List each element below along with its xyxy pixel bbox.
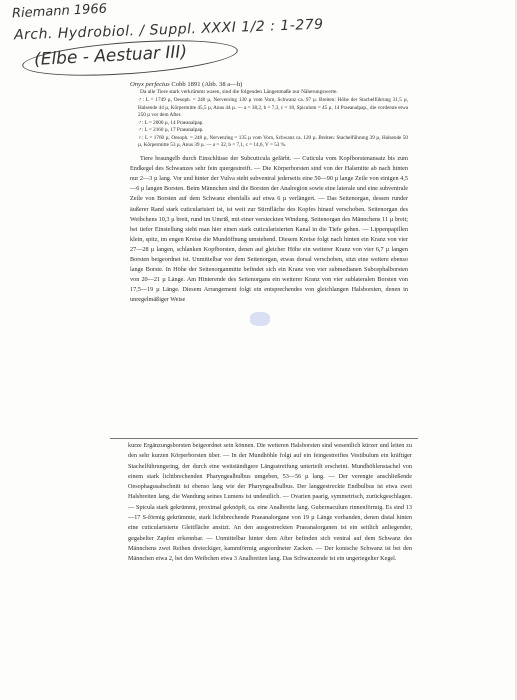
clipping-cut-line	[110, 438, 418, 439]
measurement-female: ♀: L = 1760 µ, Oesoph. = 248 µ, Nervenring = 135 µ vom Vorn, Schwanz ca. 120 µ. Breiten: Stachelführung 39 µ, Halsende 50 µ, Körpermitte 53 µ, Anus 39 µ. — a = 32, b = 7,1, c = 14,6, V = 53 %.	[138, 134, 408, 149]
handwritten-reference-series: (Elbe - Aestuar III)	[33, 42, 188, 70]
description-paragraph-lower: kurze Ergänzungsborsten beigeordnet sein können. Die weiteren Halsborsten sind wesentlich kürzer und leiten zu den sehr kurzen Körperborsten über. — In der Mundhöhle folgt auf ein feingestreiftes Vestibulum ein kräftiger Stachelführungsring, der durch eine weitständigere Längsstreifung unterteilt erscheint. Mundhöhlenstachel von einem stark lichtbrechenden Pharyngealbulbus umgeben, 53—56 µ lang. — Der verengte anschließende Oesophagusabschnitt ist ebenso lang wie der Pharyngealbulbus. Der langgestreckte Endbulbus ist etwa zwei Halsbreiten lang, die Wandung seines Lumens ist undeutlich. — Ovarien paarig, symmetrisch, zurückgeschlagen. — Spicula stark gekrümmt, proximal geknöpft, ca. eine Analbreite lang. Gubernaculum rinnenförmig. Es sind 13—17 S-förmig gekrümmte, stark lichtbrechende Praeanalorgane von 19 µ Länge vorhanden, denen distal hinten eine cuticularisierte Gleitfläche ansitzt. An den ausgestreckten Praeanalorganen ist ein seitlich anliegender, gegabelter Zapfen erkennbar. — Unmittelbar hinter dem After befinden sich ventral auf dem Schwanz des Männchens zwei Reihen dreieckiger, kammförmig angeordneter Zacken. — Der konische Schwanz ist bei den Männchen etwa 2, bei den Weibchen etwa 3 Analbreiten lang. Das Schwanzende ist ein ungeriegelter Kegel.	[128, 442, 412, 563]
description-paragraph-upper: Tiere braungelb durch Einschlüsse der Subcuticula gefärbt. — Cuticula vom Kopfborstenansatz bis zum Endkegel des Schwanzes sehr fein quergestreift. — Die Körperborsten sind von der Halsmitte ab nach hinten nur 2—3 µ lang. Vor und hinter der Vulva steht subventral jederseits eine 50—90 µ lange Zeile von einigen 4,5—6 µ langen Borsten. Beim Männchen sind die Borsten der Analregion sowie eine laterale und eine subventrale Zeile von Borsten auf dem Schwanz ebenfalls auf etwa 6 µ verlängert. — Das Seitenorgan, dessen runder äußerer Rand stark cuticularisiert ist, ist weit zur Stirnfläche des Kopfes hinauf verschoben. Seitenorgan des Weibchens 10,3 µ breit, rund im Umriß, mit einer versteckten Windung. Seitenorgan des Männchens 11 µ breit; bei tiefer Einstellung sieht man hier einen stark cuticularisierten Kanal in die Tiefe gehen. — Lippenpapillen klein, spitz, im engen Kreise die Mundöffnung umstehend. Diesem Kreise folgt nach hinten ein Kranz von vier 27—28 µ langen, schlanken Kopfborsten, denen auf gleicher Höhe ein weiterer Kranz von vier 6,7 µ langen Borsten beigeordnet ist. Unmittelbar vor dem Seitenorgan, etwas dorsal verschoben, sitzt eine weitere ebenso lange Borste. In Höhe der Seitenorganmitte befindet sich ein Kranz von vier submedianen Subcephalborsten von 20—21 µ Länge. Am Hinterende des Seitenorgans ein weiterer Kranz von vier sublateralen Borsten von 17,5—19 µ Länge. Diesem Arrangement folgt ein entsprechendes von gleichlangen Halsborsten, denen in unregelmäßiger Weise	[130, 155, 408, 304]
measurement-male-1: ♂: L = 1749 µ, Oesoph. = 240 µ, Nervenring 130 µ vom Vorn, Schwanz ca. 97 µ. Breiten: Höhe der Stachelführung 31,5 µ, Halsende 44 µ, Körpermitte 45,5 µ, Anus 44 µ. — a = 38,2, b = 7,3, c = 18, Spiculum = 45 µ, 14 Praeanalpap., die vorderste etwa 250 µ vor dem After.	[138, 96, 408, 119]
handwritten-reference-journal: Arch. Hydrobiol. / Suppl. XXXI 1/2 : 1-279	[13, 16, 324, 44]
ink-stain	[250, 312, 270, 326]
intro-paragraph: Da alle Tiere stark verkrümmt waren, sind die folgenden Längenmaße nur Näherungswerte.	[140, 89, 338, 95]
species-author: Cobb 1891	[171, 81, 201, 88]
figure-reference: (Abb. 38 a—h)	[202, 81, 243, 88]
species-name: Onyx perfectus	[130, 81, 170, 88]
pasted-text-clipping	[130, 80, 408, 438]
measurement-male-2: ♂: L = 2000 µ, 14 Praeanalpap.	[138, 119, 204, 126]
species-heading	[130, 80, 408, 89]
pasted-text-clipping-lower	[128, 441, 412, 565]
handwritten-reference-author: Riemann 1966	[11, 1, 108, 22]
measurement-male-3: ♂: L = 2160 µ, 17 Praeanalpap.	[138, 127, 204, 134]
